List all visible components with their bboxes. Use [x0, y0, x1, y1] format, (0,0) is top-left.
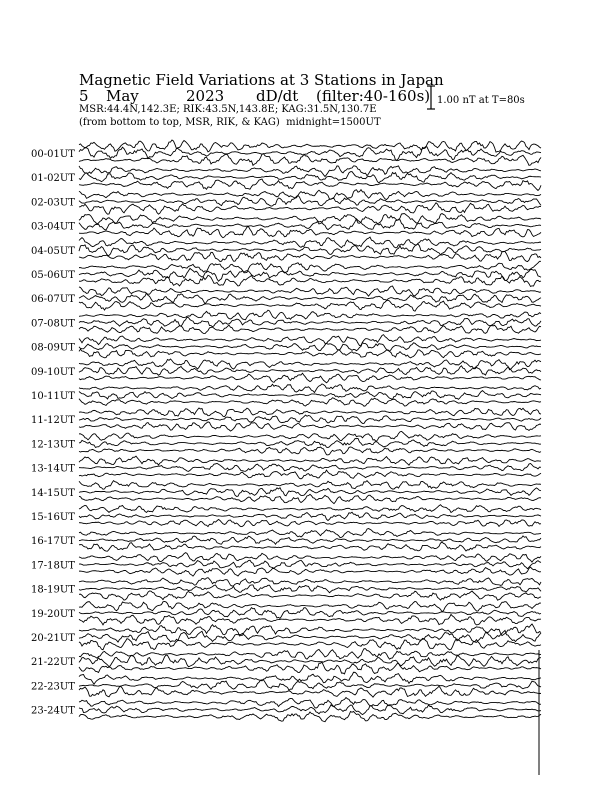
trace-kag-13-14ut	[79, 456, 541, 465]
trace-msr-14-15ut	[79, 494, 541, 503]
date-year: 2023	[186, 87, 225, 105]
trace-msr-00-01ut	[79, 154, 541, 166]
trace-msr-07-08ut	[79, 325, 541, 334]
trace-rik-09-10ut	[79, 366, 541, 376]
trace-rik-00-01ut	[79, 147, 541, 160]
trace-rik-12-13ut	[79, 438, 541, 447]
trace-msr-06-07ut	[79, 300, 541, 311]
trace-rik-10-11ut	[79, 391, 541, 400]
midnight-note: midnight=1500UT	[286, 117, 381, 128]
hour-label: 13-14UT	[31, 463, 75, 475]
trace-rik-23-24ut	[79, 705, 541, 715]
hour-label: 23-24UT	[31, 705, 75, 717]
trace-rik-08-09ut	[79, 343, 541, 352]
hour-labels	[31, 149, 75, 717]
trace-msr-03-04ut	[79, 227, 541, 238]
hour-label: 12-13UT	[31, 439, 75, 451]
trace-rik-05-06ut	[79, 268, 541, 281]
trace-kag-23-24ut	[79, 698, 541, 709]
trace-msr-18-19ut	[79, 591, 541, 600]
hour-label: 17-18UT	[31, 560, 75, 572]
station-coordinates: MSR:44.4N,142.3E; RIK:43.5N,143.8E; KAG:31.5N,130.7E	[79, 104, 377, 115]
hour-label: 19-20UT	[31, 608, 75, 620]
trace-msr-19-20ut	[79, 614, 541, 625]
date-month: May	[106, 87, 139, 105]
trace-kag-17-18ut	[79, 553, 541, 562]
trace-kag-11-12ut	[79, 408, 541, 417]
hour-label: 20-21UT	[31, 633, 75, 644]
hour-label: 01-02UT	[31, 173, 75, 185]
trace-msr-23-24ut	[79, 711, 541, 721]
order-note: (from bottom to top, MSR, RIK, & KAG)	[79, 117, 280, 128]
trace-kag-03-04ut	[79, 214, 541, 224]
trace-kag-07-08ut	[79, 310, 541, 320]
hour-label: 04-05UT	[31, 245, 75, 257]
trace-msr-02-03ut	[79, 203, 541, 214]
trace-rik-01-02ut	[79, 172, 541, 183]
hour-label: 10-11UT	[31, 391, 75, 402]
scale-bar-label: 1.00 nT at T=80s	[437, 95, 525, 106]
trace-rik-19-20ut	[79, 608, 541, 619]
trace-kag-00-01ut	[79, 140, 541, 152]
trace-kag-15-16ut	[79, 505, 541, 513]
trace-kag-02-03ut	[79, 190, 541, 200]
trace-rik-15-16ut	[79, 512, 541, 520]
hour-label: 02-03UT	[31, 197, 75, 209]
trace-kag-05-06ut	[79, 261, 541, 273]
trace-kag-22-23ut	[79, 672, 541, 684]
trace-kag-19-20ut	[79, 601, 541, 611]
chart-title: Magnetic Field Variations at 3 Stations in Japan	[79, 71, 444, 89]
trace-kag-04-05ut	[79, 237, 541, 248]
hour-label: 08-09UT	[31, 342, 75, 354]
trace-rik-07-08ut	[79, 317, 541, 326]
trace-kag-10-11ut	[79, 384, 541, 393]
trace-kag-12-13ut	[79, 431, 541, 441]
trace-rik-21-22ut	[79, 655, 541, 667]
trace-kag-21-22ut	[79, 649, 541, 660]
trace-rik-06-07ut	[79, 293, 541, 304]
trace-msr-01-02ut	[79, 179, 541, 190]
hour-label: 03-04UT	[31, 221, 75, 233]
trace-kag-18-19ut	[79, 578, 541, 586]
trace-kag-08-09ut	[79, 335, 541, 346]
hour-label: 06-07UT	[31, 294, 75, 306]
trace-kag-16-17ut	[79, 529, 541, 538]
trace-rik-13-14ut	[79, 463, 541, 471]
trace-msr-17-18ut	[79, 567, 541, 576]
trace-rik-17-18ut	[79, 560, 541, 569]
quantity-label: dD/dt	[256, 87, 299, 105]
hour-label: 05-06UT	[31, 270, 75, 281]
trace-msr-11-12ut	[79, 422, 541, 431]
trace-msr-16-17ut	[79, 542, 541, 551]
scale-bar	[427, 86, 435, 109]
hour-label: 22-23UT	[31, 681, 75, 693]
date-day: 5	[79, 87, 89, 105]
trace-msr-21-22ut	[79, 662, 541, 674]
trace-msr-10-11ut	[79, 398, 541, 406]
trace-rik-22-23ut	[79, 680, 541, 690]
trace-msr-09-10ut	[79, 373, 541, 383]
trace-kag-14-15ut	[79, 481, 541, 490]
hour-label: 18-19UT	[31, 584, 75, 596]
hour-label: 16-17UT	[31, 536, 75, 548]
hour-label: 07-08UT	[31, 318, 75, 330]
hour-label: 11-12UT	[31, 415, 75, 427]
trace-kag-20-21ut	[79, 624, 541, 636]
trace-msr-04-05ut	[79, 251, 541, 261]
filter-label: (filter:40-160s)	[316, 87, 431, 105]
trace-group	[79, 140, 541, 722]
trace-msr-12-13ut	[79, 447, 541, 455]
trace-msr-15-16ut	[79, 519, 541, 526]
hour-label: 14-15UT	[31, 487, 75, 499]
trace-msr-13-14ut	[79, 470, 541, 479]
hour-label: 15-16UT	[31, 512, 75, 523]
hour-label: 21-22UT	[31, 657, 75, 669]
trace-msr-08-09ut	[79, 349, 541, 358]
trace-rik-16-17ut	[79, 536, 541, 544]
trace-rik-14-15ut	[79, 488, 541, 497]
trace-rik-20-21ut	[79, 630, 541, 642]
hour-label: 00-01UT	[31, 149, 75, 160]
hour-label: 09-10UT	[31, 366, 75, 378]
trace-kag-06-07ut	[79, 286, 541, 296]
